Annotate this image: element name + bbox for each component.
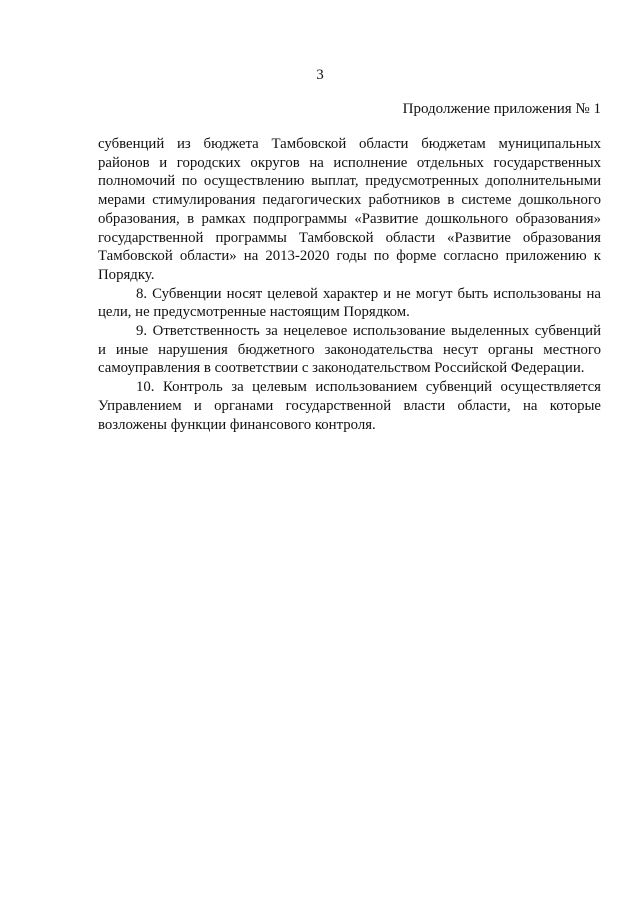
paragraph-continuation: субвенций из бюджета Тамбовской области бюджетам муниципальных районов и городских округов на исполнение отдельных государственных полномочий по осуществлению выплат, предусмотренных дополнительными мерами стимулирования педагогических работников в системе дошкольного образования, в рамках подпрограммы «Развитие дошкольного образования» государственной программы Тамбовской области «Развитие образования Тамбовской области» на 2013-2020 годы по форме согласно приложению к Порядку. [98,136,601,283]
paragraph-item-10: 10. Контроль за целевым использованием субвенций осуществляется Управлением и органами государственной власти области, на которые возложены функции финансового контроля. [98,379,601,433]
page-number: 3 [316,67,324,83]
paragraph-item-9: 9. Ответственность за нецелевое использование выделенных субвенций и иные нарушения бюджетного законодательства несут органы местного самоуправления в соответствии с законодательством Российской Федерации. [98,323,601,377]
paragraph-item-8: 8. Субвенции носят целевой характер и не могут быть использованы на цели, не предусмотренные настоящим Порядком. [98,285,601,321]
appendix-continuation-note: Продолжение приложения № 1 [402,101,601,117]
document-body [98,135,601,434]
